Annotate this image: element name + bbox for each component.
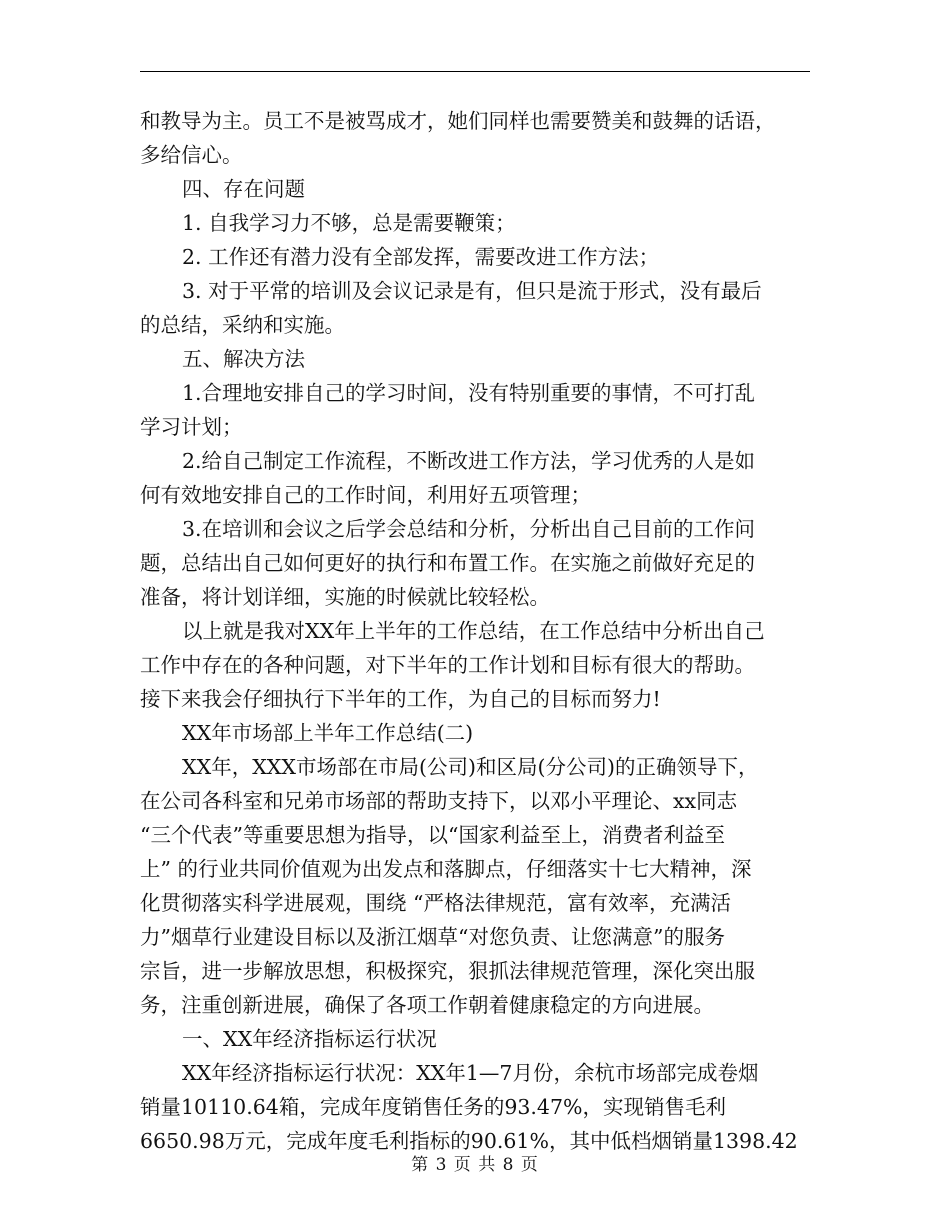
text-line: 力”烟草行业建设目标以及浙江烟草“对您负责、让您满意”的服务 [140,925,725,949]
text-line: 的总结，采纳和实施。 [140,313,345,337]
list-item: 1.合理地安排自己的学习时间，没有特别重要的事情，不可打乱 [182,381,756,405]
text-line: 宗旨，进一步解放思想，积极探究，狠抓法律规范管理，深化突出服 [140,959,755,983]
list-item: 2.给自己制定工作流程，不断改进工作方法，学习优秀的人是如 [182,449,756,473]
text-line: 准备，将计划详细，实施的时候就比较轻松。 [140,585,550,609]
text-line: “三个代表”等重要思想为指导，以“国家利益至上，消费者利益至 [140,823,725,847]
section-title: XX年市场部上半年工作总结(二) [182,721,474,745]
text-line: 务，注重创新进展，确保了各项工作朝着健康稳定的方向进展。 [140,993,714,1017]
document-body [140,104,810,1158]
text-line: 和教导为主。员工不是被骂成才，她们同样也需要赞美和鼓舞的话语， [140,109,776,133]
section-heading: 四、存在问题 [182,177,305,201]
text-line: 工作中存在的各种问题，对下半年的工作计划和目标有很大的帮助。 [140,653,755,677]
list-item: 3. 对于平常的培训及会议记录是有，但只是流于形式，没有最后 [182,279,762,303]
list-item: 3.在培训和会议之后学会总结和分析，分析出自己目前的工作问 [182,517,756,541]
section-heading: 一、XX年经济指标运行状况 [182,1027,437,1051]
text-line: 销量10110.64箱，完成年度销售任务的93.47%，实现销售毛利 [140,1095,726,1119]
text-line: 何有效地安排自己的工作时间，利用好五项管理； [140,483,591,507]
header-rule [140,71,810,72]
paragraph-start: XX年经济指标运行状况：XX年1—7月份，余杭市场部完成卷烟 [182,1061,759,1085]
text-line: 题，总结出自己如何更好的执行和布置工作。在实施之前做好充足的 [140,551,755,575]
text-line: 学习计划； [140,415,243,439]
list-item: 2. 工作还有潜力没有全部发挥，需要改进工作方法； [182,245,660,269]
text-line: 接下来我会仔细执行下半年的工作，为自己的目标而努力! [140,687,661,711]
paragraph-start: XX年，XXX市场部在市局(公司)和区局(分公司)的正确领导下， [182,755,759,779]
text-line: 上” 的行业共同价值观为出发点和落脚点，仔细落实十七大精神，深 [140,857,752,881]
text-line: 6650.98万元，完成年度毛利指标的90.61%，其中低档烟销量1398.42 [140,1129,798,1153]
section-heading: 五、解决方法 [182,347,305,371]
text-line: 化贯彻落实科学进展观，围绕 “严格法律规范，富有效率，充满活 [140,891,731,915]
page-number: 第 3 页 共 8 页 [411,1155,539,1175]
text-line: 多给信心。 [140,143,243,167]
text-line: 在公司各科室和兄弟市场部的帮助支持下，以邓小平理论、xx同志 [140,789,738,813]
paragraph-start: 以上就是我对XX年上半年的工作总结，在工作总结中分析出自己 [182,619,765,643]
list-item: 1. 自我学习力不够，总是需要鞭策； [182,211,516,235]
